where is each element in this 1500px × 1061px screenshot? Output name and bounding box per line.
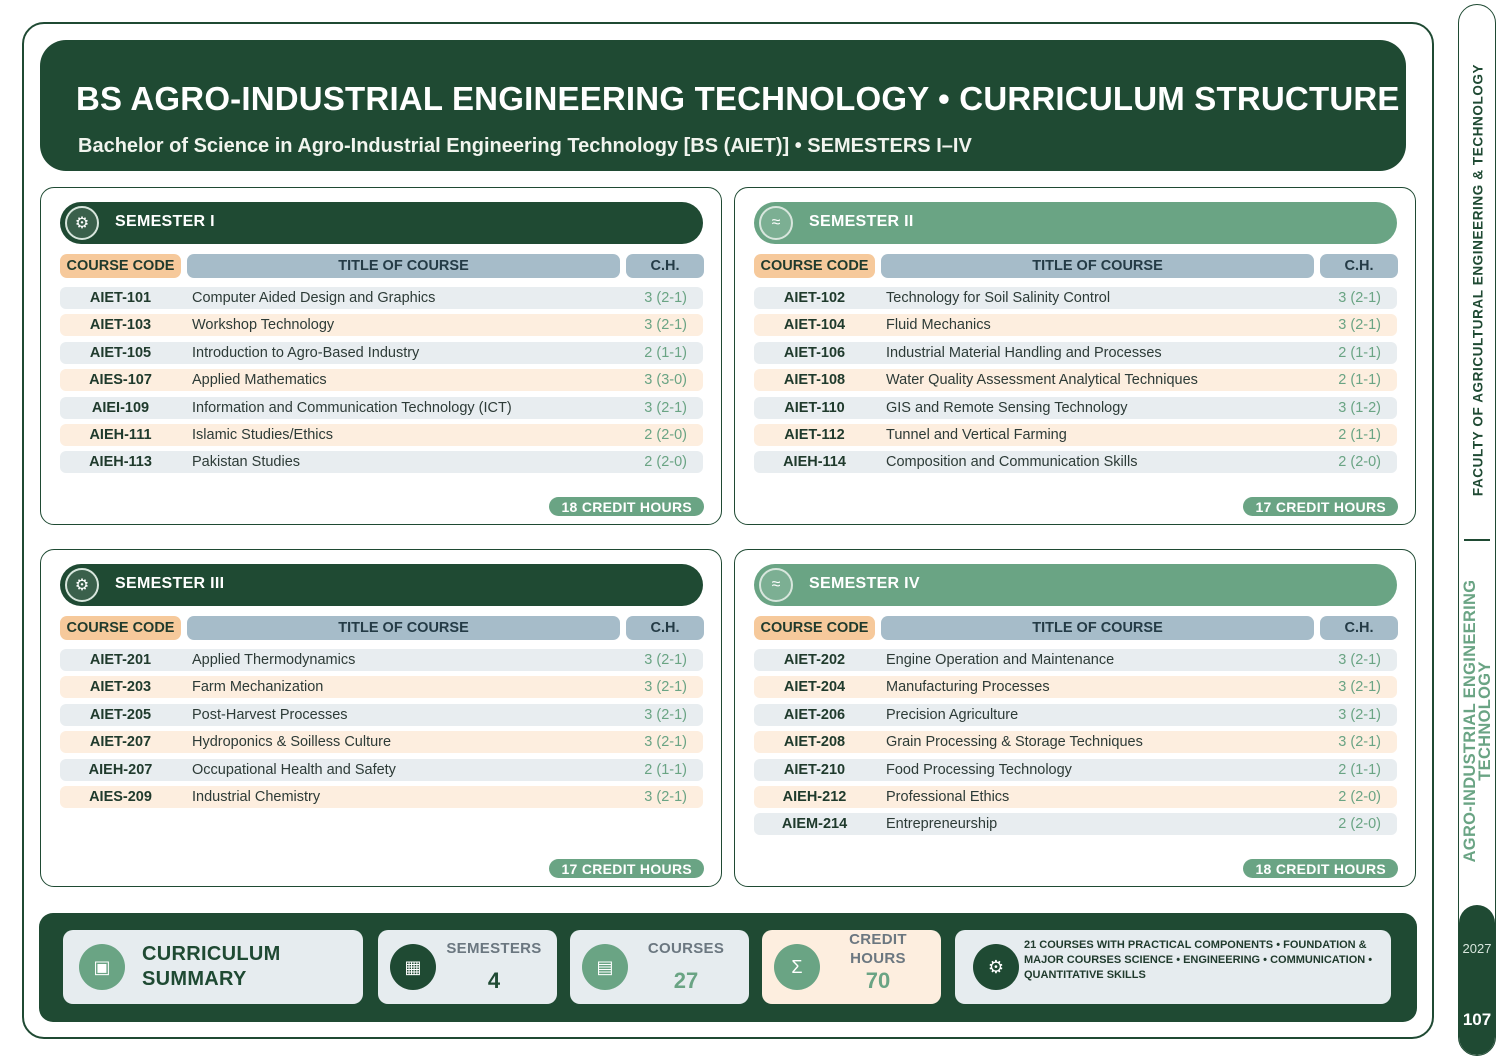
curriculum-summary-bar <box>39 913 1417 1022</box>
semesters-stat-box <box>378 930 557 1004</box>
courses-stat-box <box>570 930 749 1004</box>
course-code: AIET-103 <box>89 317 152 334</box>
course-credit-hours: 2 (1-1) <box>644 761 687 778</box>
course-code: AIEM-214 <box>781 816 848 833</box>
course-code: AIET-207 <box>89 734 152 751</box>
course-title: GIS and Remote Sensing Technology <box>886 399 1128 416</box>
column-header-course-title: TITLE OF COURSE <box>881 254 1314 278</box>
program-label-line-2: TECHNOLOGY <box>1476 661 1494 781</box>
summary-title-box <box>63 930 363 1004</box>
course-code: AIET-210 <box>783 761 846 778</box>
semester-4-course-list <box>754 649 1397 841</box>
course-code: AIET-112 <box>784 426 845 443</box>
course-row <box>60 369 703 391</box>
course-credit-hours: 2 (1-1) <box>1338 426 1381 443</box>
course-title: Engine Operation and Maintenance <box>886 652 1115 668</box>
document-icon: ▣ <box>79 944 125 990</box>
gear-icon: ⚙ <box>973 944 1019 990</box>
course-code: AIET-102 <box>783 290 846 306</box>
course-credit-hours: 2 (1-1) <box>1338 372 1381 389</box>
course-code: AIES-107 <box>89 372 152 389</box>
course-credit-hours: 2 (1-1) <box>644 344 687 361</box>
course-code: AIET-202 <box>783 652 846 668</box>
gear-icon: ⚙ <box>65 568 99 602</box>
semester-4-credit-badge: 18 CREDIT HOURS <box>1243 859 1398 878</box>
course-code: AIEH-111 <box>89 426 152 443</box>
course-title: Occupational Health and Safety <box>192 761 396 778</box>
course-credit-hours: 3 (2-1) <box>1338 679 1381 696</box>
course-code: AIET-201 <box>89 652 152 668</box>
semester-3-bar <box>60 564 703 606</box>
course-title: Applied Thermodynamics <box>192 652 356 668</box>
course-row <box>754 314 1397 336</box>
course-title: Workshop Technology <box>192 317 335 334</box>
course-row <box>754 342 1397 364</box>
course-code: AIEH-212 <box>782 788 847 805</box>
semester-1-credit-badge: 18 CREDIT HOURS <box>549 497 704 516</box>
course-code: AIET-106 <box>783 344 846 361</box>
program-label-line-1: AGRO-INDUSTRIAL ENGINEERING <box>1461 579 1479 863</box>
course-credit-hours: 3 (2-1) <box>644 290 687 306</box>
credit-hours-stat-box <box>762 930 941 1004</box>
course-row <box>60 731 703 753</box>
course-row <box>60 424 703 446</box>
course-row <box>754 704 1397 726</box>
course-credit-hours: 3 (1-2) <box>1338 399 1381 416</box>
course-credit-hours: 2 (2-0) <box>1338 816 1381 833</box>
course-credit-hours: 3 (2-1) <box>1338 652 1381 668</box>
faculty-label: FACULTY OF AGRICULTURAL ENGINEERING & TECHNOLOGY <box>1470 63 1486 497</box>
course-code: AIET-108 <box>783 372 846 389</box>
course-title: Islamic Studies/Ethics <box>192 426 334 443</box>
course-title: Precision Agriculture <box>886 706 1019 723</box>
course-title: Water Quality Assessment Analytical Techniques <box>886 372 1198 389</box>
course-title: Food Processing Technology <box>886 761 1072 778</box>
course-code: AIET-204 <box>783 679 846 696</box>
course-title: Fluid Mechanics <box>886 317 991 334</box>
semester-3-card <box>40 549 722 887</box>
course-credit-hours: 2 (2-0) <box>1338 788 1381 805</box>
course-row <box>60 314 703 336</box>
side-tab-footer <box>1459 905 1495 1056</box>
course-row <box>60 397 703 419</box>
column-header-course-code: COURSE CODE <box>754 254 875 278</box>
course-title: Entrepreneurship <box>886 816 998 833</box>
semester-2-card <box>734 187 1416 525</box>
course-code: AIEH-207 <box>88 761 153 778</box>
course-title: Farm Mechanization <box>192 679 324 696</box>
wave-icon: ≈ <box>759 568 793 602</box>
course-title: Industrial Chemistry <box>192 788 321 805</box>
page-title: BS AGRO-INDUSTRIAL ENGINEERING TECHNOLOGY • CURRICULUM STRUCTURE <box>76 80 1400 117</box>
course-row <box>60 676 703 698</box>
semester-3-course-list <box>60 649 703 813</box>
courses-stat-label: COURSES <box>647 940 725 957</box>
course-row <box>754 451 1397 473</box>
course-credit-hours: 3 (2-1) <box>644 734 687 751</box>
course-title: Grain Processing & Storage Techniques <box>886 734 1143 751</box>
courses-stat-value: 27 <box>673 968 699 993</box>
course-row <box>60 451 703 473</box>
course-title: Applied Mathematics <box>192 372 327 389</box>
course-code: AIES-209 <box>89 788 152 805</box>
gear-icon: ⚙ <box>65 206 99 240</box>
semester-1-title: SEMESTER I <box>115 213 215 230</box>
course-code: AIET-101 <box>89 290 152 306</box>
course-code: AIET-206 <box>783 706 846 723</box>
column-header-credit-hours: C.H. <box>626 254 704 278</box>
course-credit-hours: 3 (2-1) <box>644 399 687 416</box>
course-code: AIET-208 <box>783 734 846 751</box>
course-credit-hours: 3 (2-1) <box>644 317 687 334</box>
course-title: Pakistan Studies <box>192 454 301 471</box>
course-credit-hours: 3 (3-0) <box>644 372 687 389</box>
year-label: 2027 <box>1462 941 1492 956</box>
semester-4-card <box>734 549 1416 887</box>
sigma-icon: Σ <box>774 944 820 990</box>
wave-icon: ≈ <box>759 206 793 240</box>
course-code: AIET-104 <box>783 317 846 334</box>
course-row <box>754 424 1397 446</box>
course-code: AIET-105 <box>89 344 152 361</box>
credit-hours-stat-label <box>830 930 926 968</box>
course-credit-hours: 2 (2-0) <box>644 426 687 443</box>
semester-1-bar <box>60 202 703 244</box>
summary-title <box>142 942 281 992</box>
semesters-stat-label: SEMESTERS <box>446 940 542 957</box>
course-row <box>60 287 703 309</box>
semester-1-course-list <box>60 287 703 479</box>
course-code: AIEH-113 <box>89 454 152 471</box>
semester-3-title: SEMESTER III <box>115 575 225 592</box>
course-row <box>60 786 703 808</box>
course-row <box>754 369 1397 391</box>
side-tab <box>1458 4 1496 1056</box>
side-divider <box>1464 539 1490 541</box>
semester-3-credit-badge: 17 CREDIT HOURS <box>549 859 704 878</box>
semesters-stat-value: 4 <box>487 968 501 993</box>
course-title: Post-Harvest Processes <box>192 706 348 723</box>
column-header-credit-hours: C.H. <box>1320 616 1398 640</box>
course-title: Information and Communication Technology (ICT) <box>192 399 512 416</box>
column-header-credit-hours: C.H. <box>1320 254 1398 278</box>
credit-hours-label-line-1: CREDIT <box>849 931 907 948</box>
course-credit-hours: 3 (2-1) <box>644 788 687 805</box>
semester-4-bar <box>754 564 1397 606</box>
course-credit-hours: 3 (2-1) <box>644 706 687 723</box>
semester-2-title: SEMESTER II <box>809 213 914 230</box>
page-number: 107 <box>1462 1010 1492 1029</box>
course-row <box>60 649 703 671</box>
summary-notes: 21 COURSES WITH PRACTICAL COMPONENTS • FOUNDATION & MAJOR COURSES SCIENCE • ENGINEERING • COMMUNICATION • QUANTITATIVE SKILLS <box>1024 939 1373 981</box>
credit-hours-label-line-2: HOURS <box>850 950 906 967</box>
column-header-course-code: COURSE CODE <box>60 616 181 640</box>
course-row <box>754 287 1397 309</box>
course-code: AIEI-109 <box>91 399 150 416</box>
semester-1-card <box>40 187 722 525</box>
column-header-course-title: TITLE OF COURSE <box>881 616 1314 640</box>
course-credit-hours: 3 (2-1) <box>1338 317 1381 334</box>
course-title: Tunnel and Vertical Farming <box>886 426 1067 443</box>
column-header-credit-hours: C.H. <box>626 616 704 640</box>
semester-4-title: SEMESTER IV <box>809 575 920 592</box>
page-header <box>40 40 1406 171</box>
semester-2-course-list <box>754 287 1397 479</box>
course-code: AIET-205 <box>89 706 152 723</box>
course-row <box>754 731 1397 753</box>
course-row <box>754 813 1397 835</box>
course-code: AIET-203 <box>89 679 152 696</box>
semester-2-credit-badge: 17 CREDIT HOURS <box>1243 497 1398 516</box>
column-header-course-title: TITLE OF COURSE <box>187 254 620 278</box>
list-icon: ▤ <box>582 944 628 990</box>
course-title: Introduction to Agro-Based Industry <box>192 344 420 361</box>
page-subtitle: Bachelor of Science in Agro-Industrial Engineering Technology [BS (AIET)] • SEMESTERS I–IV <box>78 135 972 157</box>
course-row <box>60 342 703 364</box>
semester-2-bar <box>754 202 1397 244</box>
course-credit-hours: 2 (1-1) <box>1338 761 1381 778</box>
course-title: Computer Aided Design and Graphics <box>192 290 436 306</box>
course-credit-hours: 3 (2-1) <box>644 679 687 696</box>
course-title: Hydroponics & Soilless Culture <box>192 734 392 751</box>
course-row <box>754 759 1397 781</box>
course-title: Professional Ethics <box>886 788 1010 805</box>
course-credit-hours: 3 (2-1) <box>1338 290 1381 306</box>
course-credit-hours: 2 (1-1) <box>1338 344 1381 361</box>
course-title: Manufacturing Processes <box>886 679 1050 696</box>
calendar-icon: ▦ <box>390 944 436 990</box>
course-row <box>754 676 1397 698</box>
course-row <box>754 786 1397 808</box>
column-header-course-code: COURSE CODE <box>754 616 875 640</box>
course-title: Composition and Communication Skills <box>886 454 1138 471</box>
column-header-course-code: COURSE CODE <box>60 254 181 278</box>
course-credit-hours: 2 (2-0) <box>644 454 687 471</box>
course-row <box>60 759 703 781</box>
course-credit-hours: 3 (2-1) <box>1338 706 1381 723</box>
summary-title-line-2: SUMMARY <box>142 968 247 990</box>
course-title: Technology for Soil Salinity Control <box>886 290 1111 306</box>
course-row <box>60 704 703 726</box>
credit-hours-stat-value: 70 <box>865 968 891 993</box>
summary-title-line-1: CURRICULUM <box>142 943 281 965</box>
course-row <box>754 649 1397 671</box>
course-credit-hours: 3 (2-1) <box>644 652 687 668</box>
program-label <box>1463 580 1493 863</box>
course-code: AIEH-114 <box>783 454 846 471</box>
summary-notes-box <box>955 930 1391 1004</box>
course-code: AIET-110 <box>784 399 845 416</box>
course-credit-hours: 2 (2-0) <box>1338 454 1381 471</box>
course-credit-hours: 3 (2-1) <box>1338 734 1381 751</box>
course-title: Industrial Material Handling and Processes <box>886 344 1162 361</box>
course-row <box>754 397 1397 419</box>
column-header-course-title: TITLE OF COURSE <box>187 616 620 640</box>
